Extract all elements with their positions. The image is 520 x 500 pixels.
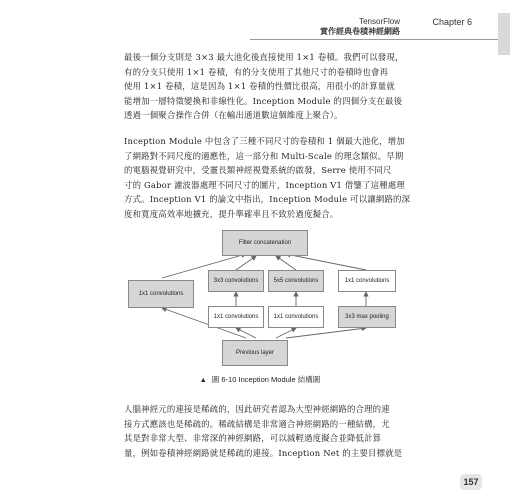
figure-caption [0, 374, 520, 385]
text-line: Inception Module 中包含了三種不同尺寸的卷積和 1 個最大池化，增加 [124, 136, 405, 146]
conv-1x1-right-box: 1x1 convolutions [338, 270, 396, 292]
text-line: 人腦神經元的連接是稀疏的，因此研究者認為大型神經網路的合理的連 [124, 404, 390, 414]
text-line: 的電腦視覺研究中，受靈長類神經視覺系統的啟發，Serre 使用不同尺 [124, 165, 392, 175]
paragraph-3 [124, 402, 408, 460]
header-titles [320, 17, 400, 37]
conv-5x5-box: 5x5 convolutions [268, 270, 324, 292]
text-line: 能增加一層特徵變換和非線性化。Inception Module 的四個分支在最後 [124, 95, 403, 106]
previous-layer-box: Previous layer [222, 340, 288, 366]
text-line: 方式。Inception V1 的論文中指出，Inception Module 可以讓網路的深 [124, 194, 411, 204]
text-line: 量，例如卷積神經網路就是稀疏的連接。Inception Net 的主要目標就是 [124, 447, 403, 458]
header-chapter: Chapter 6 [432, 17, 472, 27]
inception-module-diagram [126, 230, 406, 370]
page-number: 157 [460, 474, 482, 490]
paragraph-1 [124, 50, 408, 123]
text-line: 有的分支只使用 1×1 卷積，有的分支使用了其他尺寸的卷積時也會再 [124, 66, 389, 77]
filter-concatenation-box: Filter concatenation [222, 230, 308, 256]
running-header [170, 17, 510, 39]
text-line: 接方式應該也是稀疏的。稀疏結構是非常適合神經網路的一種結構，尤 [124, 418, 390, 429]
caption-marker-icon: ▲ [199, 377, 207, 384]
conv-1x1-left-box: 1x1 convolutions [128, 280, 194, 308]
conv-3x3-box: 3x3 convolutions [208, 270, 264, 292]
text-line: 透過一個聚合操作合併（在輸出通道數這個維度上聚合）。 [124, 110, 343, 120]
caption-label: 圖 6-10 [211, 375, 237, 384]
text-line: 寸的 Gabor 濾波器處理不同尺寸的圖片，Inception V1 借鑒了這種處理 [124, 179, 405, 190]
chapter-tab-bar [498, 13, 510, 55]
conv-1x1-under-3x3-box: 1x1 convolutions [208, 306, 264, 328]
header-series: TensorFlow [359, 17, 400, 26]
caption-text: Inception Module 結構圖 [238, 375, 321, 384]
text-line: 使用 1×1 卷積，這是因為 1×1 卷積的性價比很高，用很小的計算量就 [124, 81, 395, 91]
text-line: 最後一個分支則是 3×3 最大池化後直接使用 1×1 卷積。我們可以發現， [124, 52, 404, 62]
paragraph-2 [124, 134, 411, 221]
max-pooling-box: 3x3 max pooling [338, 306, 396, 328]
header-rule [250, 39, 510, 40]
text-line: 了網路對不同尺度的適應性，這一部分和 Multi-Scale 的理念類似。早期 [124, 150, 404, 161]
conv-1x1-under-5x5-box: 1x1 convolutions [268, 306, 324, 328]
header-book-title: 實作經典卷積神經網路 [320, 27, 400, 36]
text-line: 其是對非常大型、非常深的神經網路，可以減輕過度擬合並降低計算 [124, 433, 382, 443]
text-line: 度和寬度高效率地擴充，提升準確率且不致於過度擬合。 [124, 208, 339, 219]
